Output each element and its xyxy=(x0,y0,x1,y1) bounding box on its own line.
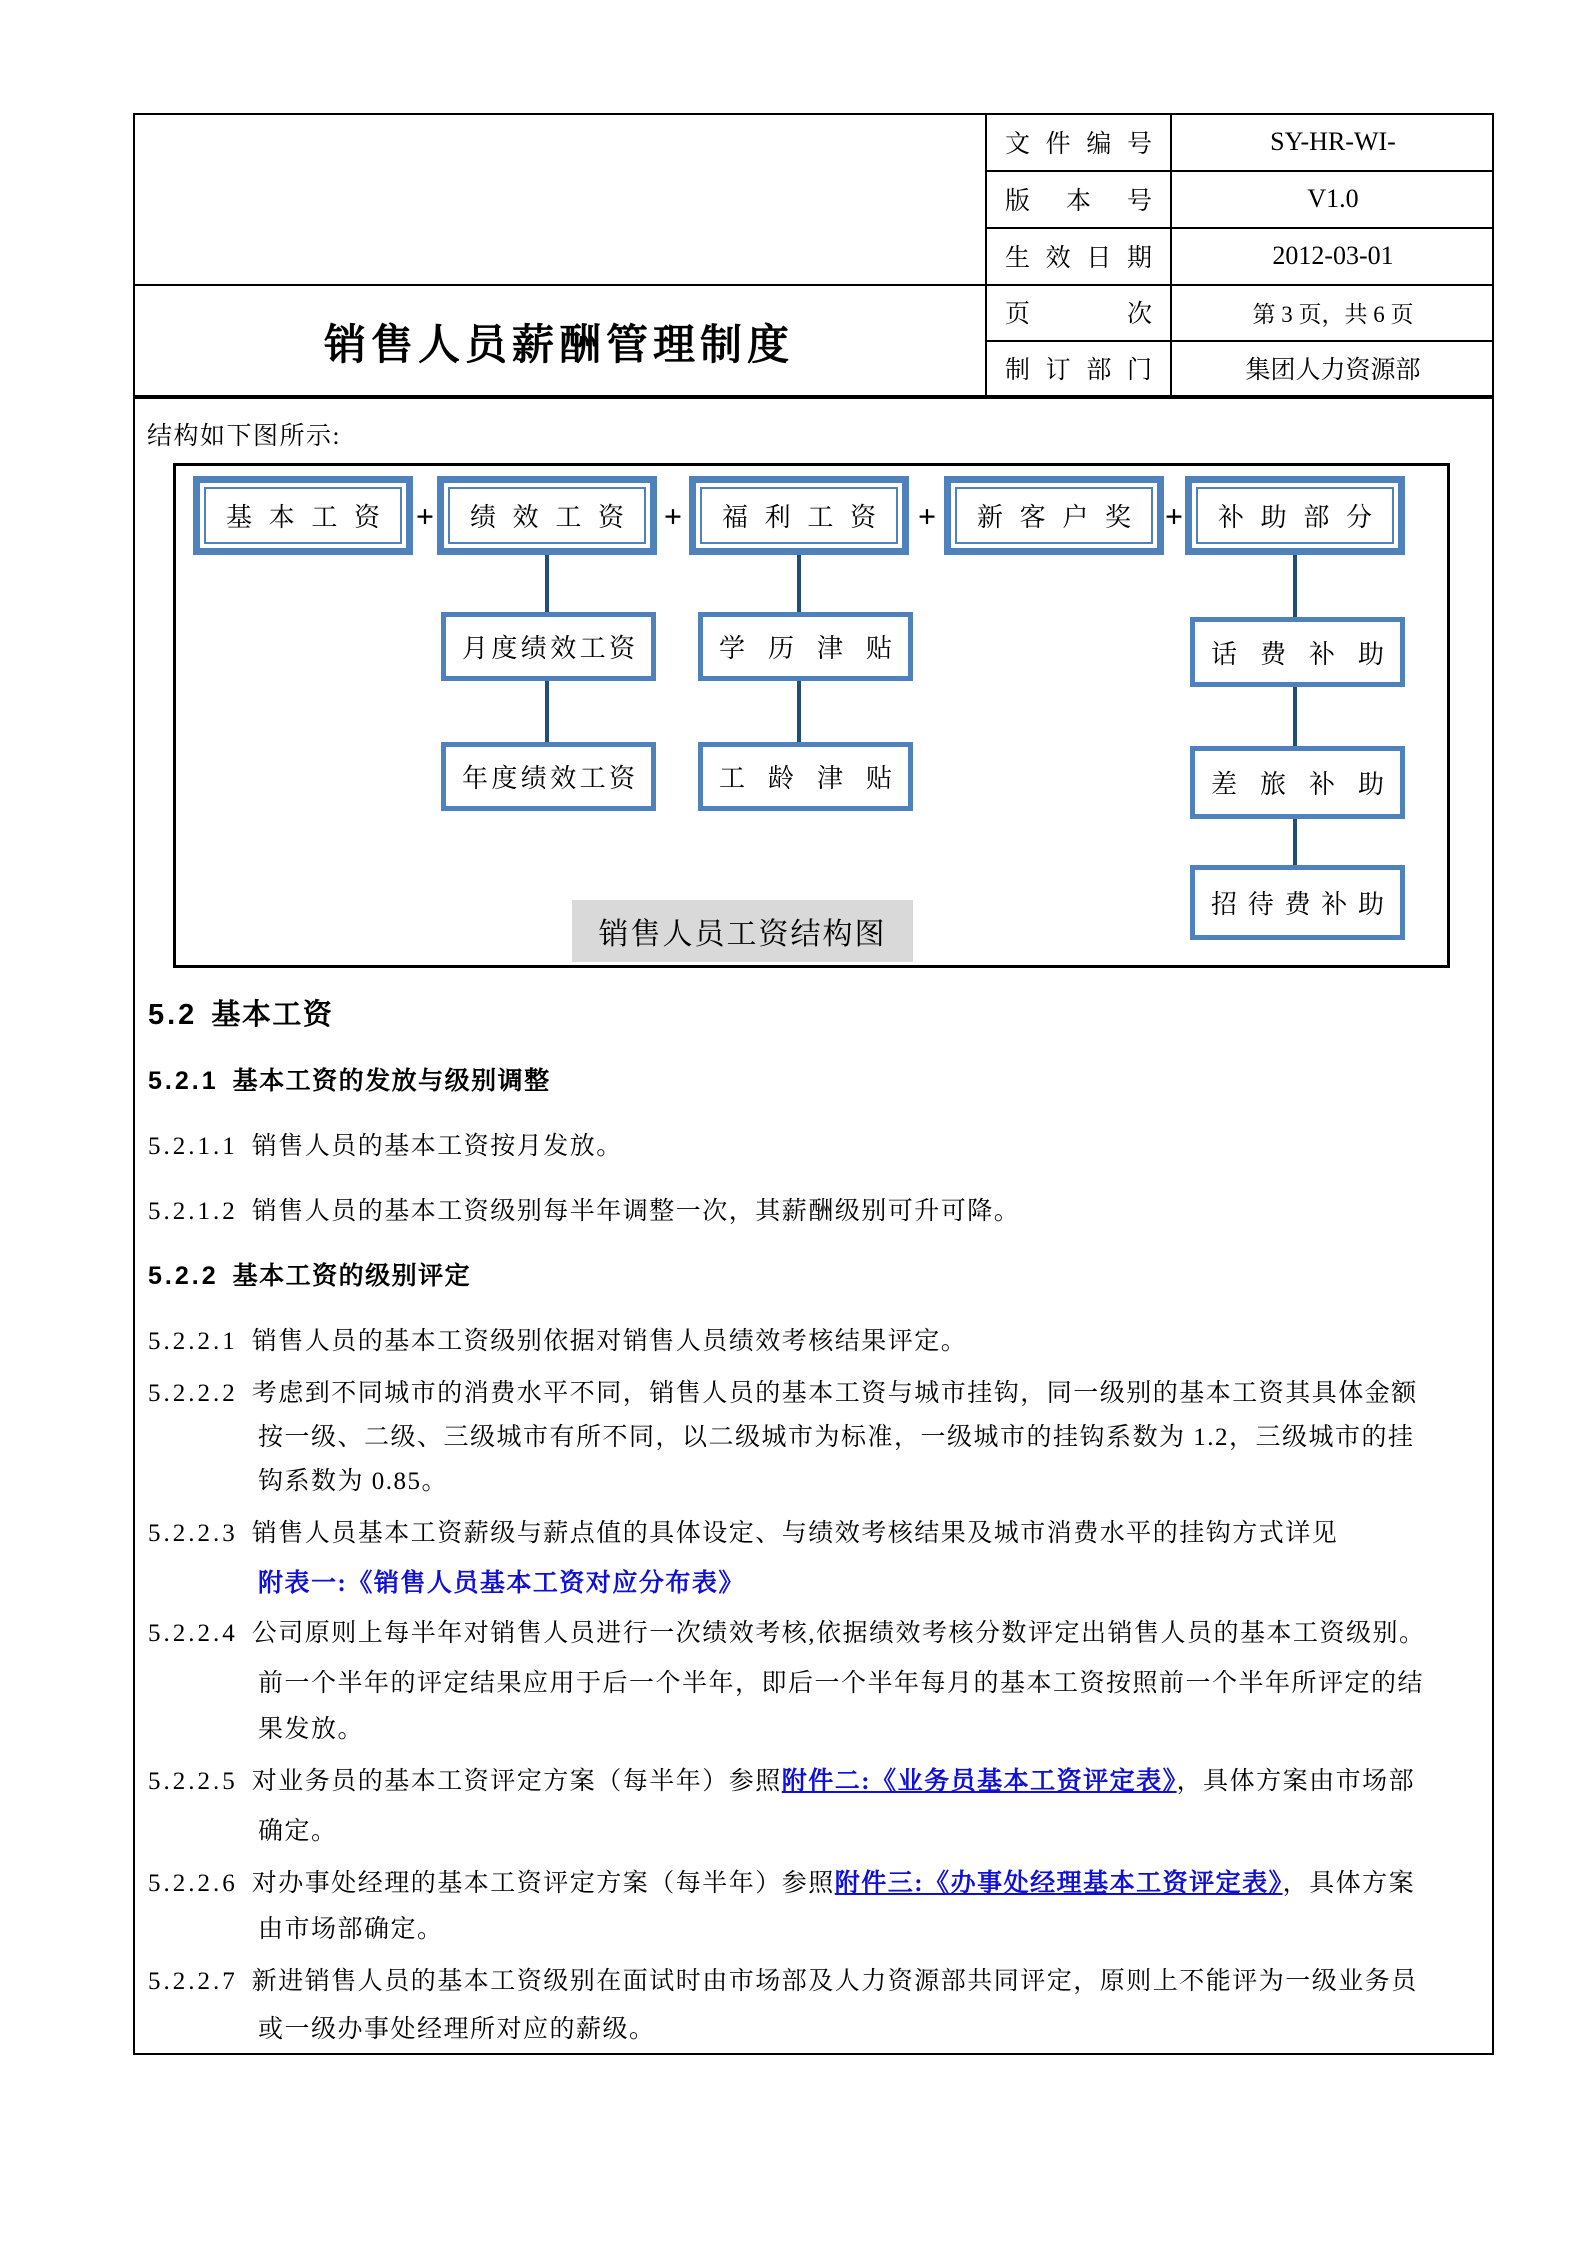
header-value-effective-date: 2012-03-01 xyxy=(1272,240,1394,270)
connector-line xyxy=(1293,555,1297,617)
header-label-department: 制订部门 xyxy=(1005,356,1152,384)
header-label-effective-date: 生效日期 xyxy=(1005,244,1152,272)
plus-sign-1: + xyxy=(415,497,435,534)
box-phone-subsidy: 话费补助 xyxy=(1190,617,1405,687)
box-seniority-allowance: 工龄津贴 xyxy=(698,742,913,811)
header-label-doc-number: 文件编号 xyxy=(1005,130,1152,158)
paragraph-5-2-2-6-line2: 由市场部确定。 xyxy=(258,1916,444,1943)
header-label-version: 版本号 xyxy=(1005,187,1152,215)
intro-line: 结构如下图所示: xyxy=(147,423,341,450)
document-title: 销售人员薪酬管理制度 xyxy=(323,320,794,368)
paragraph-5-2-2-3-line1: 5.2.2.3 销售人员基本工资薪级与薪点值的具体设定、与绩效考核结果及城市消费水平的挂钩方式详见 xyxy=(148,1520,1339,1547)
header-value-page: 第 3 页，共 6 页 xyxy=(1252,301,1414,327)
paragraph-5-2-2-5-line2: 确定。 xyxy=(258,1818,338,1845)
header-value-version: V1.0 xyxy=(1307,183,1359,213)
box-entertainment-subsidy: 招待费补助 xyxy=(1190,865,1405,940)
header-value-department: 集团人力资源部 xyxy=(1245,356,1421,384)
connector-line xyxy=(797,555,801,612)
paragraph-5-2-2-7-line1: 5.2.2.7 新进销售人员的基本工资级别在面试时由市场部及人力资源部共同评定，原则上不能评为一级业务员 xyxy=(148,1968,1418,1995)
paragraph-5-2-2-2-line2: 按一级、二级、三级城市有所不同，以二级城市为标准，一级城市的挂钩系数为 1.2，三级城市的挂 xyxy=(258,1424,1415,1451)
paragraph-5-2-2-2-line1: 5.2.2.2 考虑到不同城市的消费水平不同，销售人员的基本工资与城市挂钩，同一级别的基本工资其具体金额 xyxy=(148,1380,1418,1407)
link-attachment-2[interactable]: 附件二:《业务员基本工资评定表》 xyxy=(781,1768,1177,1795)
connector-line xyxy=(797,681,801,742)
paragraph-5-2-2-4-line3: 果发放。 xyxy=(258,1716,365,1743)
box-welfare-salary: 福利工资 xyxy=(689,476,909,555)
paragraph-5-2-2-7-line2: 或一级办事处经理所对应的薪级。 xyxy=(258,2016,656,2043)
plus-sign-3: + xyxy=(917,497,937,534)
box-basic-salary: 基本工资 xyxy=(193,476,413,555)
plus-sign-4: + xyxy=(1164,497,1184,534)
box-education-allowance: 学历津贴 xyxy=(698,612,913,681)
paragraph-5-2-2-2-line3: 钩系数为 0.85。 xyxy=(258,1468,449,1495)
paragraph-5-2-1-1: 5.2.1.1 销售人员的基本工资按月发放。 xyxy=(148,1133,623,1160)
paragraph-5-2-2-4-line2: 前一个半年的评定结果应用于后一个半年，即后一个半年每月的基本工资按照前一个半年所评定的结 xyxy=(258,1670,1425,1697)
paragraph-5-2-2-3-line2 xyxy=(258,1567,745,1601)
diagram-caption: 销售人员工资结构图 xyxy=(572,900,913,962)
paragraph-5-2-2-5-line1: 5.2.2.5 对业务员的基本工资评定方案（每半年）参照附件二:《业务员基本工资评定表》，具体方案由市场部 xyxy=(148,1768,1416,1795)
heading-5-2-1: 5.2.1 基本工资的发放与级别调整 xyxy=(148,1067,551,1095)
box-subsidy: 补助部分 xyxy=(1185,476,1405,555)
connector-line xyxy=(545,555,549,612)
connector-line xyxy=(1293,819,1297,865)
heading-5-2-2: 5.2.2 基本工资的级别评定 xyxy=(148,1262,472,1290)
connector-line xyxy=(1293,687,1297,746)
paragraph-5-2-2-1: 5.2.2.1 销售人员的基本工资级别依据对销售人员绩效考核结果评定。 xyxy=(148,1328,968,1355)
plus-sign-2: + xyxy=(663,497,683,534)
header-value-doc-number: SY-HR-WI- xyxy=(1270,126,1396,156)
paragraph-5-2-2-6-line1: 5.2.2.6 对办事处经理的基本工资评定方案（每半年）参照附件三:《办事处经理基本工资评定表》，具体方案 xyxy=(148,1870,1416,1897)
box-performance-salary: 绩效工资 xyxy=(437,476,657,555)
box-monthly-performance: 月度绩效工资 xyxy=(441,612,656,681)
heading-5-2: 5.2 基本工资 xyxy=(148,999,334,1031)
box-new-customer-award: 新客户奖 xyxy=(944,476,1164,555)
paragraph-5-2-2-4-line1: 5.2.2.4 公司原则上每半年对销售人员进行一次绩效考核,依据绩效考核分数评定出销售人员的基本工资级别。 xyxy=(148,1620,1426,1647)
link-attachment-3[interactable]: 附件三:《办事处经理基本工资评定表》 xyxy=(834,1870,1283,1897)
box-annual-performance: 年度绩效工资 xyxy=(441,742,656,811)
paragraph-5-2-1-2: 5.2.1.2 销售人员的基本工资级别每半年调整一次，其薪酬级别可升可降。 xyxy=(148,1198,1021,1225)
connector-line xyxy=(545,681,549,742)
header-label-page: 页次 xyxy=(1005,301,1152,328)
link-attachment-table-1[interactable]: 附表一:《销售人员基本工资对应分布表》 xyxy=(258,1570,745,1597)
box-travel-subsidy: 差旅补助 xyxy=(1190,746,1405,819)
